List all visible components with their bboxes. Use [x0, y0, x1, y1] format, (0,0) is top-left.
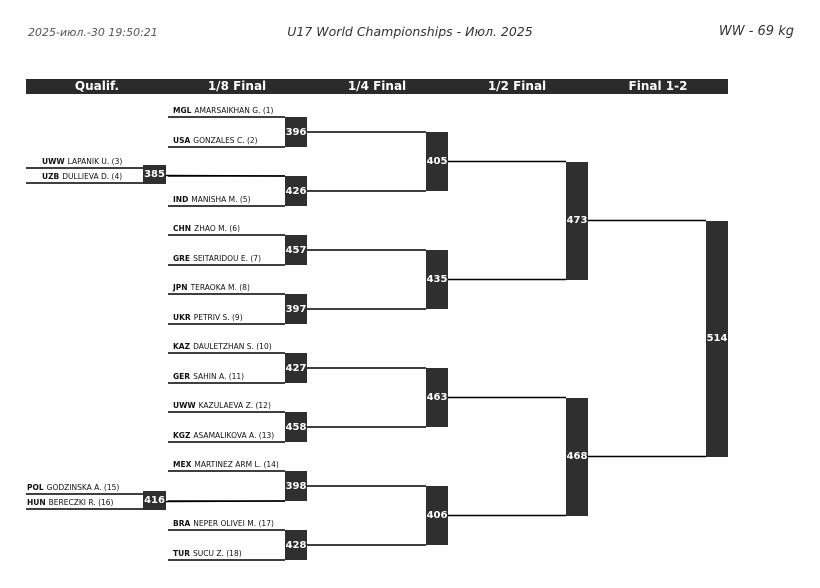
athlete-country: UKR [173, 313, 191, 322]
round-label-qualif: Qualif. [74, 79, 120, 93]
bout-number-qf: 435 [426, 250, 448, 309]
athlete-name: KAZULAEVA Z. (12) [198, 401, 271, 410]
athlete-name: SAHIN A. (11) [193, 372, 245, 381]
athlete-name: GODZINSKA A. (15) [46, 483, 120, 492]
athlete-name: SEITARIDOU E. (7) [193, 254, 262, 263]
qualif-connector [166, 501, 285, 502]
athlete-country: USA [173, 136, 191, 145]
athlete-name: TERAOKA M. (8) [190, 283, 250, 292]
athlete-entry [173, 283, 250, 292]
round-label-eighth: 1/8 Final [207, 79, 267, 93]
athlete-entry [173, 549, 242, 558]
round-label-final: Final 1-2 [628, 79, 688, 93]
athlete-country: GRE [173, 254, 191, 263]
athlete-name: PETRIV S. (9) [193, 313, 243, 322]
bout-number-r16: 398 [285, 471, 307, 501]
athlete-entry [173, 254, 261, 263]
athlete-name: AMARSAIKHAN G. (1) [194, 106, 274, 115]
athlete-name: MANISHA M. (5) [191, 195, 251, 204]
athlete-name: SUCU Z. (18) [192, 549, 242, 558]
athlete-entry [173, 224, 240, 233]
bout-number-qf: 463 [426, 368, 448, 427]
athlete-entry [27, 498, 114, 507]
athlete-entry [42, 157, 122, 166]
athlete-name: GONZALES C. (2) [193, 136, 258, 145]
athlete-entry [173, 519, 274, 528]
bout-number-qf: 405 [426, 132, 448, 191]
athlete-entry [173, 195, 251, 204]
athlete-country: GER [173, 372, 191, 381]
athlete-name: MARTINEZ ARM L. (14) [194, 460, 279, 469]
athlete-entry [42, 172, 122, 181]
athlete-country: UWW [173, 401, 196, 410]
athlete-entry [173, 372, 244, 381]
timestamp: 2025-июл.-30 19:50:21 [28, 26, 158, 39]
athlete-name: DULLIEVA D. (4) [62, 172, 123, 181]
bout-number-final: 514 [706, 221, 728, 457]
bout-number-qualif: 416 [143, 491, 166, 510]
athlete-entry [173, 313, 243, 322]
athlete-country: KGZ [173, 431, 191, 440]
bout-number-sf: 473 [566, 162, 588, 280]
athlete-country: POL [27, 483, 44, 492]
bout-number-r16: 427 [285, 353, 307, 383]
bout-number-r16: 397 [285, 294, 307, 324]
round-label-quarter: 1/4 Final [347, 79, 407, 93]
athlete-entry [173, 342, 272, 351]
athlete-country: BRA [173, 519, 191, 528]
athlete-country: UWW [42, 157, 65, 166]
athlete-entry [173, 136, 258, 145]
round-label-semi: 1/2 Final [487, 79, 547, 93]
athlete-entry [173, 401, 271, 410]
athlete-name: NEPER OLIVEI M. (17) [193, 519, 274, 528]
athlete-entry [173, 431, 274, 440]
athlete-country: JPN [173, 283, 188, 292]
weight-category: WW - 69 kg [718, 24, 794, 39]
athlete-name: ZHAO M. (6) [194, 224, 240, 233]
qualif-connector [166, 176, 285, 177]
event-title: U17 World Championships - Июл. 2025 [287, 24, 533, 39]
bout-number-r16: 426 [285, 176, 307, 206]
bout-number-r16: 428 [285, 530, 307, 560]
bout-number-r16: 457 [285, 235, 307, 265]
athlete-entry [173, 460, 279, 469]
athlete-name: BERECZKI R. (16) [48, 498, 114, 507]
bout-number-r16: 458 [285, 412, 307, 442]
athlete-country: MEX [173, 460, 192, 469]
bout-number-r16: 396 [285, 117, 307, 147]
athlete-entry [173, 106, 273, 115]
athlete-entry [27, 483, 119, 492]
athlete-name: DAULETZHAN S. (10) [193, 342, 272, 351]
athlete-country: KAZ [173, 342, 191, 351]
bout-number-qualif: 385 [143, 165, 166, 184]
athlete-country: TUR [173, 549, 190, 558]
bout-number-qf: 406 [426, 486, 448, 545]
athlete-country: IND [173, 195, 189, 204]
athlete-country: MGL [173, 106, 192, 115]
athlete-name: LAPANIK U. (3) [67, 157, 123, 166]
athlete-country: UZB [42, 172, 60, 181]
athlete-name: ASAMALIKOVA A. (13) [193, 431, 275, 440]
athlete-country: HUN [27, 498, 46, 507]
athlete-country: CHN [173, 224, 192, 233]
bout-number-sf: 468 [566, 398, 588, 516]
